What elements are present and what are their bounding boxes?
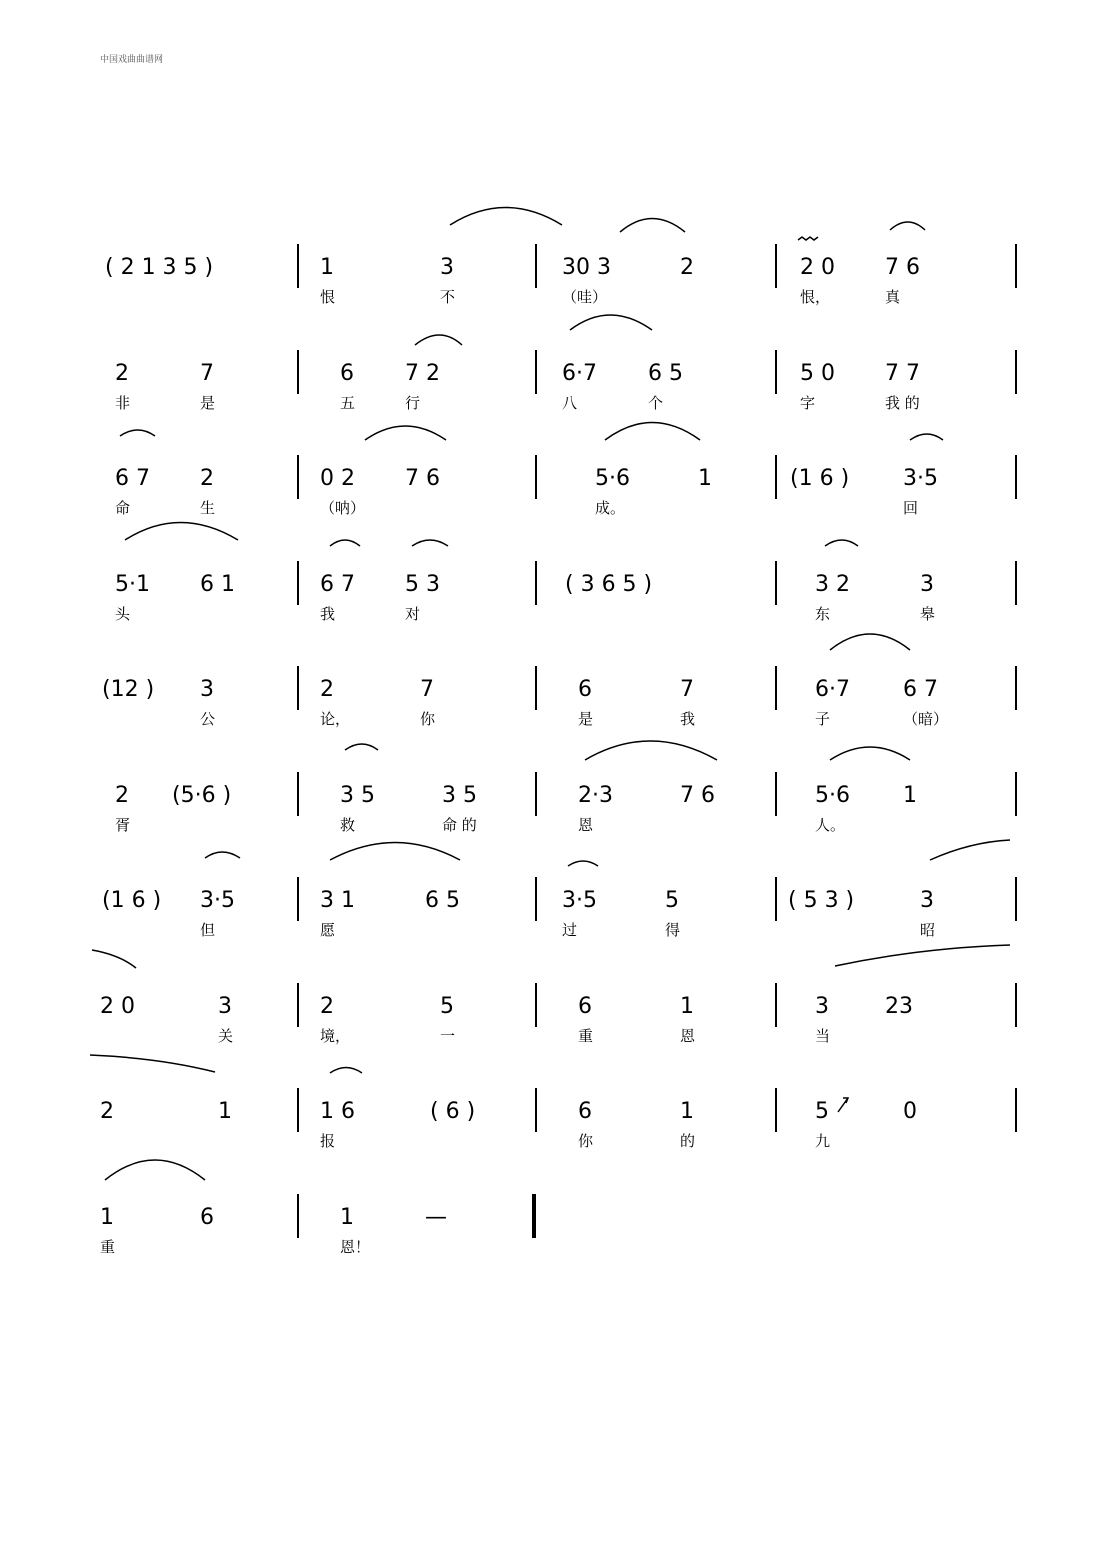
- bar-line: [1015, 244, 1017, 288]
- lyric: （哇）: [562, 288, 608, 306]
- lyric: 不: [440, 288, 456, 306]
- note-group: 3: [920, 571, 934, 597]
- lyric: 关: [218, 1026, 234, 1045]
- bar-line: [297, 244, 299, 288]
- slur: [568, 861, 598, 866]
- slur: [105, 1160, 205, 1180]
- lyric: 公: [200, 710, 216, 728]
- slur: [835, 945, 1010, 966]
- lyric: （暗）: [903, 710, 949, 728]
- note-group: 6 5: [425, 888, 460, 913]
- note-group: 7 7: [885, 360, 920, 386]
- slur: [365, 426, 446, 440]
- note-group: 2: [320, 993, 334, 1019]
- note-group: 5 3: [405, 571, 440, 597]
- slur: [830, 634, 910, 650]
- lyric: 愿: [320, 921, 336, 939]
- lyric: 字: [800, 393, 816, 412]
- lyric: 胥: [115, 815, 131, 834]
- lyric: 的: [680, 1132, 696, 1150]
- note-group: 2: [680, 255, 694, 280]
- note-group: 1: [698, 466, 712, 491]
- bar-line: [775, 455, 777, 499]
- bar-line: [775, 772, 777, 816]
- note-group: 2: [115, 360, 129, 386]
- bar-line: [297, 666, 299, 710]
- bar-line: [1015, 1088, 1017, 1132]
- slur: [330, 540, 360, 546]
- bar-line: [535, 1088, 537, 1132]
- note-group: (1 6 ): [102, 888, 162, 913]
- bar-line: [775, 350, 777, 394]
- note-group: (5·6 ): [172, 782, 232, 808]
- bar-line: [775, 561, 777, 605]
- lyric: 是: [200, 393, 216, 412]
- bar-line: [297, 455, 299, 499]
- note-group: (1 6 ): [790, 466, 850, 491]
- note-group: 6 1: [200, 571, 235, 597]
- slur: [450, 208, 562, 226]
- note-group: 1: [218, 1099, 232, 1124]
- lyric: 你: [420, 710, 436, 728]
- bar-line: [535, 455, 537, 499]
- note-group: 3: [440, 255, 454, 280]
- lyric: 人。: [815, 815, 846, 834]
- lyric: 恩！: [340, 1237, 371, 1256]
- slur: [825, 540, 858, 546]
- bar-line: [775, 666, 777, 710]
- note-group: 2: [100, 1099, 114, 1124]
- lyric: 恩: [680, 1026, 696, 1045]
- bar-line: [535, 561, 537, 605]
- bar-line: [1015, 983, 1017, 1027]
- lyric: 东: [815, 604, 831, 623]
- bar-line: [535, 772, 537, 816]
- note-group: ( 3 6 5 ): [565, 571, 653, 597]
- bar-line: [297, 561, 299, 605]
- lyric: 当: [815, 1026, 831, 1045]
- slur: [570, 315, 652, 330]
- slur: [345, 744, 378, 750]
- bar-line: [297, 350, 299, 394]
- slur: [605, 423, 700, 441]
- note-group: 7: [200, 360, 214, 386]
- lyric: 生: [200, 499, 216, 517]
- note-group: 1: [340, 1204, 354, 1230]
- note-group: 5 0: [800, 360, 835, 386]
- bar-line: [535, 983, 537, 1027]
- slur: [585, 741, 717, 760]
- note-group: 6 5: [648, 360, 683, 386]
- note-group: 3 1: [320, 888, 355, 913]
- bar-line: [297, 772, 299, 816]
- lyric: （呐）: [320, 499, 366, 517]
- lyric: 论，: [320, 710, 351, 728]
- note-group: 1 6: [320, 1099, 355, 1124]
- bar-line: [775, 877, 777, 921]
- note-group: 3·5: [562, 888, 597, 913]
- lyric: 报: [320, 1132, 336, 1150]
- mordent-mark: [798, 237, 818, 240]
- slur: [415, 335, 462, 345]
- note-group: 6: [200, 1204, 214, 1230]
- bar-line: [1015, 561, 1017, 605]
- slur: [330, 1068, 362, 1074]
- lyric: 成。: [595, 499, 626, 517]
- note-group: 7: [680, 677, 694, 702]
- lyric: 恩: [578, 815, 594, 834]
- note-group: 2: [200, 466, 214, 491]
- lyric: 救: [340, 815, 356, 834]
- lyric: 境，: [320, 1026, 351, 1045]
- note-group: 1: [100, 1204, 114, 1230]
- note-group: 6·7: [562, 360, 597, 386]
- note-group: 3: [920, 888, 934, 913]
- bar-line: [1015, 666, 1017, 710]
- lyric: 我: [680, 710, 696, 728]
- note-group: 6 7: [115, 466, 150, 491]
- note-group: 5·6: [815, 782, 850, 808]
- note-group: 1: [320, 255, 334, 280]
- bar-line: [297, 1194, 299, 1238]
- note-group: 6: [578, 1099, 592, 1124]
- lyric: 重: [100, 1237, 116, 1256]
- note-group: 6·7: [815, 677, 850, 702]
- note-group: ( 6 ): [430, 1099, 476, 1124]
- note-group: 6 7: [320, 571, 355, 597]
- note-group: 6: [578, 993, 592, 1019]
- lyric: 对: [405, 604, 421, 623]
- lyric: 过: [562, 921, 578, 939]
- lyric: 八: [562, 393, 578, 412]
- note-group: 7: [420, 677, 434, 702]
- lyric: 五: [340, 393, 356, 412]
- note-group: ( 5 3 ): [788, 888, 855, 913]
- slur: [890, 222, 925, 230]
- note-group: 5: [815, 1099, 829, 1124]
- note-group: —: [425, 1204, 447, 1230]
- note-group: 6: [340, 360, 354, 386]
- note-group: 2 0: [800, 255, 835, 280]
- note-group: 0: [903, 1099, 917, 1124]
- slur: [830, 747, 910, 760]
- note-group: (12 ): [102, 677, 155, 702]
- note-group: 0 2: [320, 466, 355, 491]
- lyric: 恨: [320, 288, 336, 306]
- bar-line: [535, 877, 537, 921]
- note-group: 1: [903, 782, 917, 808]
- note-group: 7 6: [405, 466, 440, 491]
- bar-line: [535, 350, 537, 394]
- note-group: 6 7: [903, 677, 938, 702]
- slur: [125, 523, 238, 541]
- lyric: 重: [578, 1026, 594, 1045]
- site-watermark: 中国戏曲曲谱网: [100, 55, 164, 65]
- note-group: 2 0: [100, 993, 135, 1019]
- lyric: 一: [440, 1026, 456, 1045]
- note-group: 3 5: [340, 782, 375, 808]
- lyric: 回: [903, 499, 919, 517]
- slur: [910, 434, 943, 440]
- note-group: 5·6: [595, 466, 630, 491]
- lyric: 我: [320, 604, 336, 623]
- lyric: 但: [200, 921, 216, 939]
- bar-line: [297, 877, 299, 921]
- note-group: 5: [440, 993, 454, 1019]
- lyric: 是: [578, 710, 594, 728]
- bar-line: [775, 1088, 777, 1132]
- note-group: 3·5: [200, 888, 235, 913]
- slur: [930, 840, 1010, 860]
- note-group: 6: [578, 677, 592, 702]
- bar-line: [297, 1088, 299, 1132]
- slur: [330, 843, 460, 861]
- slur: [205, 852, 240, 858]
- note-group: 2: [320, 677, 334, 702]
- lyric: 命: [115, 499, 131, 517]
- slur: [120, 430, 155, 436]
- note-group: 5: [665, 888, 679, 913]
- slur: [620, 219, 685, 233]
- lyric: 你: [578, 1132, 594, 1150]
- lyric: 命 的: [442, 815, 477, 834]
- bar-line: [775, 244, 777, 288]
- slur: [90, 1055, 215, 1072]
- lyric: 子: [815, 710, 831, 728]
- note-group: 2·3: [578, 782, 613, 808]
- bar-line: [1015, 455, 1017, 499]
- final-bar-line: [532, 1194, 536, 1238]
- note-group: 23: [885, 993, 913, 1019]
- lyric: 行: [405, 393, 421, 412]
- note-group: 3: [815, 993, 829, 1019]
- note-group: 3 5: [442, 782, 477, 808]
- note-group: 2: [115, 782, 129, 808]
- bar-line: [297, 983, 299, 1027]
- lyric: 个: [648, 393, 664, 412]
- lyric: 得: [665, 921, 681, 939]
- bar-line: [1015, 877, 1017, 921]
- lyric: 我 的: [885, 393, 920, 412]
- note-group: 7 2: [405, 360, 440, 386]
- slur: [412, 540, 448, 546]
- lyric: 真: [885, 288, 901, 306]
- note-group: 3: [200, 677, 214, 702]
- lyric: 头: [115, 604, 131, 623]
- lyric: 非: [115, 393, 131, 412]
- arrow-mark: [838, 1098, 848, 1112]
- note-group: 7 6: [885, 255, 920, 280]
- note-group: 5·1: [115, 571, 150, 597]
- lyric: 昭: [920, 921, 936, 939]
- lyric: 皋: [920, 604, 936, 623]
- note-group: 3 2: [815, 571, 850, 597]
- slur: [92, 950, 136, 968]
- bar-line: [1015, 350, 1017, 394]
- lyric: 恨，: [800, 288, 831, 306]
- note-group: 7 6: [680, 782, 715, 808]
- note-group: 1: [680, 1099, 694, 1124]
- note-group: 30 3: [562, 255, 611, 280]
- note-group: 3: [218, 993, 232, 1019]
- note-group: ( 2 1 3 5 ): [105, 255, 214, 280]
- bar-line: [535, 666, 537, 710]
- bar-line: [1015, 772, 1017, 816]
- bar-line: [775, 983, 777, 1027]
- note-group: 3·5: [903, 466, 938, 491]
- note-group: 1: [680, 993, 694, 1019]
- bar-line: [535, 244, 537, 288]
- lyric: 九: [815, 1132, 831, 1150]
